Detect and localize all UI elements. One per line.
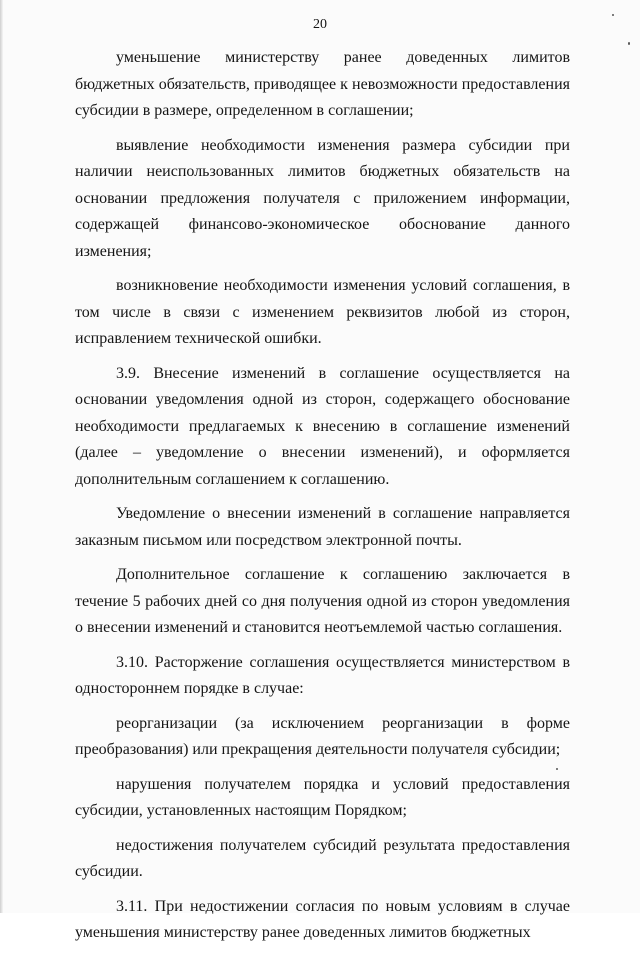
- paragraph: 3.11. При недостижении согласия по новым условиям в случае уменьшения министерству ранее доведенных лимитов бюджетных: [75, 897, 570, 941]
- paragraph: нарушения получателем порядка и условий предоставления субсидии, установленных настоящим Порядком;: [75, 775, 570, 819]
- scan-speck: [628, 42, 630, 45]
- paragraph: недостижения получателем субсидий результата предоставления субсидии.: [75, 836, 570, 880]
- paragraph: уменьшение министерству ранее доведенных лимитов бюджетных обязательств, приводящее к невозможности предоставления субсидии в размере, определенном в соглашении;: [75, 49, 570, 119]
- paragraph: Уведомление о внесении изменений в соглашение направляется заказным письмом или посредством электронной почты.: [75, 505, 570, 549]
- document-body: [75, 45, 570, 955]
- paragraph: возникновение необходимости изменения условий соглашения, в том числе в связи с изменением реквизитов любой из сторон, исправлением технической ошибки.: [75, 277, 570, 347]
- page-edge-shadow: [0, 0, 3, 913]
- page-number: 20: [313, 17, 327, 32]
- paragraph: Дополнительное соглашение к соглашению заключается в течение 5 рабочих дней со дня получения одной из сторон уведомления о внесении изменений и становится неотъемлемой частью соглашения.: [75, 566, 570, 636]
- paragraph: 3.10. Расторжение соглашения осуществляется министерством в одностороннем порядке в случае:: [75, 653, 570, 697]
- paragraph: 3.9. Внесение изменений в соглашение осуществляется на основании уведомления одной из сторон, содержащего обоснование необходимости предлагаемых к внесению в соглашение изменений (далее – уведомление о внесении изменений), и оформляется дополнительным соглашением к соглашению.: [75, 364, 570, 488]
- paragraph: реорганизации (за исключением реорганизации в форме преобразования) или прекращения деятельности получателя субсидии;: [75, 714, 570, 758]
- paragraph: выявление необходимости изменения размера субсидии при наличии неиспользованных лимитов бюджетных обязательств на основании предложения получателя с приложением информации, содержащей финансово-экономическое обоснование данного изменения;: [75, 136, 570, 260]
